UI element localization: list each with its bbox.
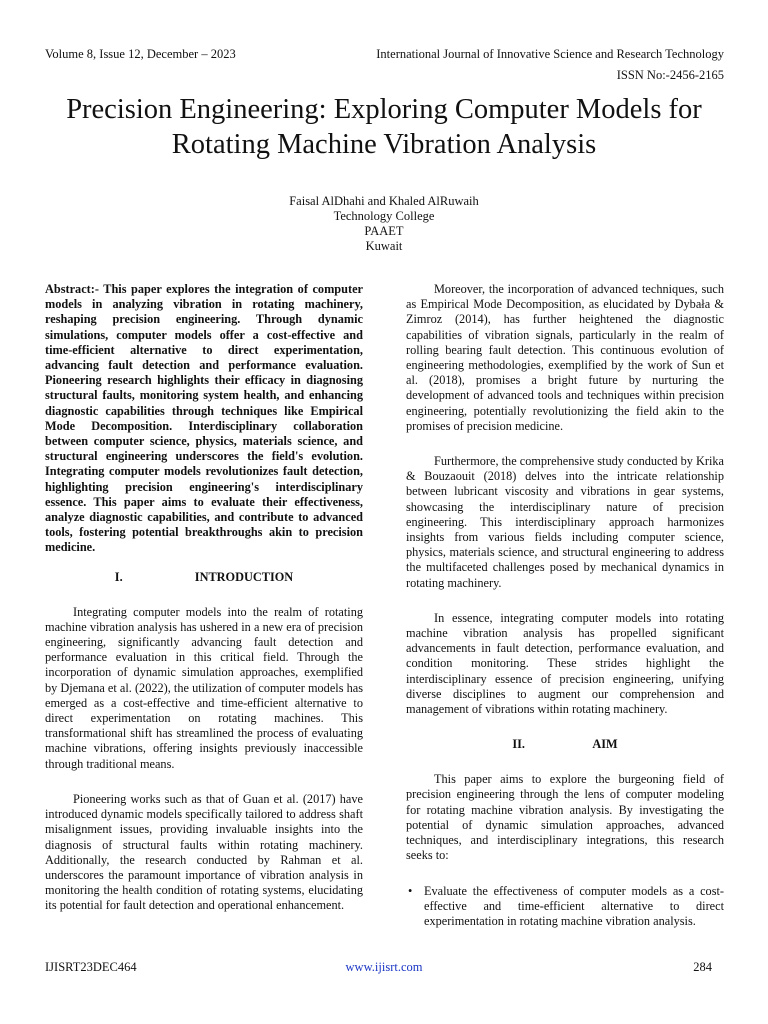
section-title: AIM <box>592 737 618 752</box>
journal-volume: Volume 8, Issue 12, December – 2023 <box>45 47 236 61</box>
paragraph: Furthermore, the comprehensive study conducted by Krika & Bouzaouit (2018) delves into the intricate relationship between lubricant viscosity and vibrations in gear systems, showcasing the interdisciplinary nature of precision engineering. This interdisciplinary approach harmonizes insights from various fields including computer science, physics, materials science, and structural engineering to address the multifaceted challenges posed by mechanical dynamics in rotating machinery. <box>406 454 724 590</box>
journal-name: International Journal of Innovative Science and Research Technology <box>376 47 724 61</box>
issn: ISSN No:-2456-2165 <box>616 68 724 82</box>
paragraph: Integrating computer models into the realm of rotating machine vibration analysis has ushered in a new era of precision engineering, significantly advancing fault detection and performance evaluation in this critical field. Through the incorporation of dynamic simulation approaches, exemplified by Djemana et al. (2022), the utilization of computer models has emerged as a cost-effective and time-efficient alternative to direct experimentation on rotating machines. This transformational shift has streamlined the process of evaluating machine vibrations, offering insights previously inaccessible through traditional means. <box>45 604 363 771</box>
paragraph: In essence, integrating computer models into rotating machine vibration analysis has propelled significant advancements in fault detection, performance evaluation, and condition monitoring. These strides highlight the interdisciplinary essence of precision engineering, unifying diverse disciplines to augment our comprehension and management of vibrations within rotating machinery. <box>406 610 724 717</box>
page-number: 284 <box>693 960 712 974</box>
author-country: Kuwait <box>365 239 403 253</box>
author-institution: PAAET <box>364 224 404 238</box>
list-item <box>406 884 724 930</box>
section-title: INTRODUCTION <box>194 569 294 584</box>
author-affiliation: Technology College <box>333 209 435 223</box>
section-number: II. <box>512 737 526 752</box>
section-heading-introduction <box>45 570 363 585</box>
paragraph: Moreover, the incorporation of advanced techniques, such as Empirical Mode Decomposition, as elucidated by Dybała & Zimroz (2014), has further heightened the diagnostic capabilities of vibration signals, particularly in the realm of rolling bearing fault detection. This continuous evolution of engineering methodologies, exemplified by the work of Sun et al. (2018), promises a bright future by nurturing the development of advanced tools and techniques within precision engineering, potentially revolutionizing the field akin to the promises of precision medicine. <box>406 282 724 433</box>
section-heading-aim <box>406 737 724 752</box>
paragraph: This paper aims to explore the burgeoning field of precision engineering through the lens of computer modeling for rotating machine vibration analysis. By investigating the potential of dynamic simulation approaches, advanced techniques, and interdisciplinary integrations, this research seeks to: <box>406 772 724 863</box>
paper-id: IJISRT23DEC464 <box>45 960 137 974</box>
paper-title: Precision Engineering: Exploring Computer Models for Rotating Machine Vibration Analysis <box>66 94 702 160</box>
right-column <box>406 282 724 929</box>
list-item-text: Evaluate the effectiveness of computer models as a cost-effective and time-efficient alternative to direct experimentation in rotating machine vibration analysis. <box>424 883 724 928</box>
left-column <box>45 282 363 914</box>
bullet-icon: • <box>408 883 413 898</box>
author-block <box>0 194 768 254</box>
paragraph: Pioneering works such as that of Guan et al. (2017) have introduced dynamic models specifically tailored to address shaft misalignment issues, providing invaluable insights into the diagnosis of structural faults within rotating machinery. Additionally, the research conducted by Rahman et al. underscores the paramount importance of vibration analysis in monitoring the health condition of rotating systems, elucidating its potential for fault detection and operational enhancement. <box>45 791 363 913</box>
abstract: Abstract:- This paper explores the integration of computer models in analyzing vibration in rotating machinery, reshaping precision engineering. Through dynamic simulations, computer models offer a cost-effective and time-efficient alternative to direct experimentation, advancing fault detection and performance evaluation. Pioneering research highlights their efficacy in diagnosing structural faults, monitoring system health, and enhancing diagnostic capabilities through techniques like Empirical Mode Decomposition. Interdisciplinary collaboration between computer science, physics, materials science, and structural engineering underscores the field's evolution. Integrating computer models revolutionizes fault detection, highlighting precision engineering's interdisciplinary essence. This paper aims to evaluate their effectiveness, analyze diagnostic capabilities, and contribute to advanced tools, fostering potential breakthroughs akin to precision medicine. <box>45 282 363 555</box>
section-number: I. <box>114 569 123 584</box>
author-names: Faisal AlDhahi and Khaled AlRuwaih <box>289 194 479 208</box>
website-link[interactable]: www.ijisrt.com <box>345 960 423 974</box>
aim-list <box>406 884 724 930</box>
